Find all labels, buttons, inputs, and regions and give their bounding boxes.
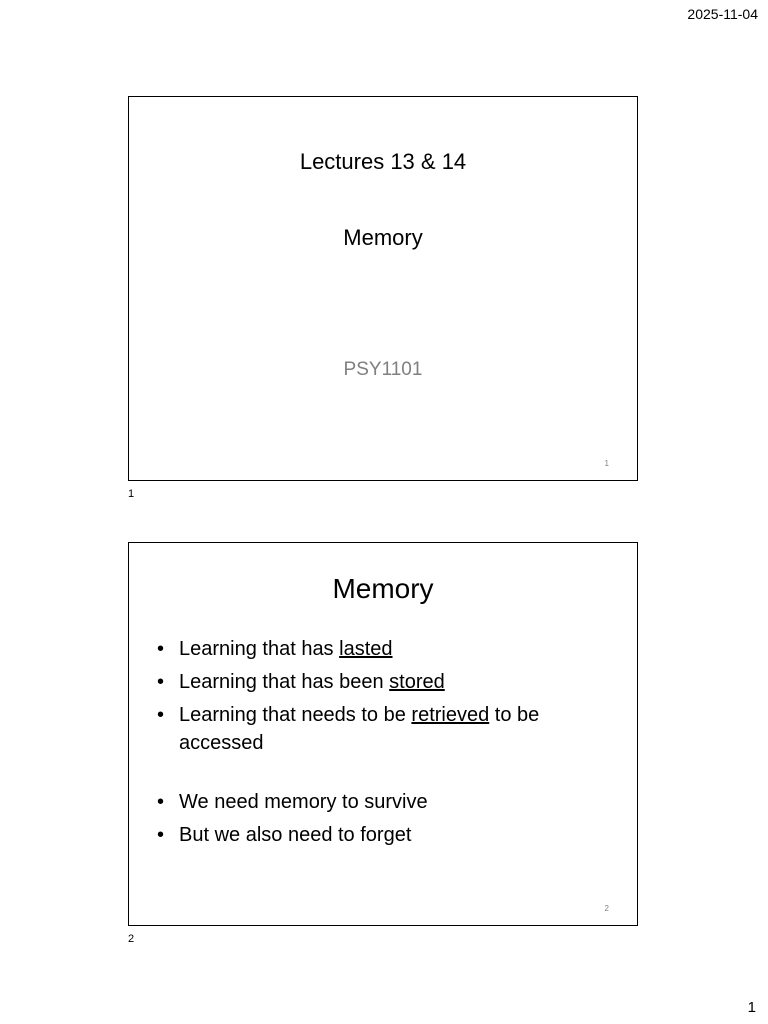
slide-label: 1 (128, 488, 135, 500)
slide-number: 2 (604, 904, 609, 913)
underlined-term: lasted (339, 638, 393, 660)
bullet-item: • But we also need to forget (157, 821, 577, 849)
underlined-term: stored (389, 671, 445, 693)
bullet-item: • We need memory to survive (157, 788, 577, 816)
bullet-icon: • (157, 824, 165, 846)
slide-subtitle: Memory (343, 225, 423, 250)
bullet-item: • Learning that has been stored (157, 668, 577, 696)
slide-title: Lectures 13 & 14 (299, 149, 467, 174)
course-code: PSY1101 (343, 359, 423, 380)
bullet-item: • Learning that has lasted (157, 635, 577, 663)
underlined-term: retrieved (411, 704, 490, 726)
slide-number: 1 (604, 459, 609, 468)
bullet-icon: • (157, 671, 165, 693)
page-number: 1 (747, 999, 756, 1016)
bullet-item: • Learning that needs to be retrieved to be accessed (157, 701, 577, 757)
slide-1 (128, 96, 638, 481)
slide-title: Memory (332, 573, 434, 604)
bullet-icon: • (157, 791, 165, 813)
slide-label: 2 (128, 933, 135, 945)
slide-2 (128, 542, 638, 926)
print-date: 2025-11-04 (687, 6, 758, 22)
bullet-icon: • (157, 704, 165, 726)
bullet-icon: • (157, 638, 165, 660)
bullet-list (157, 635, 577, 854)
